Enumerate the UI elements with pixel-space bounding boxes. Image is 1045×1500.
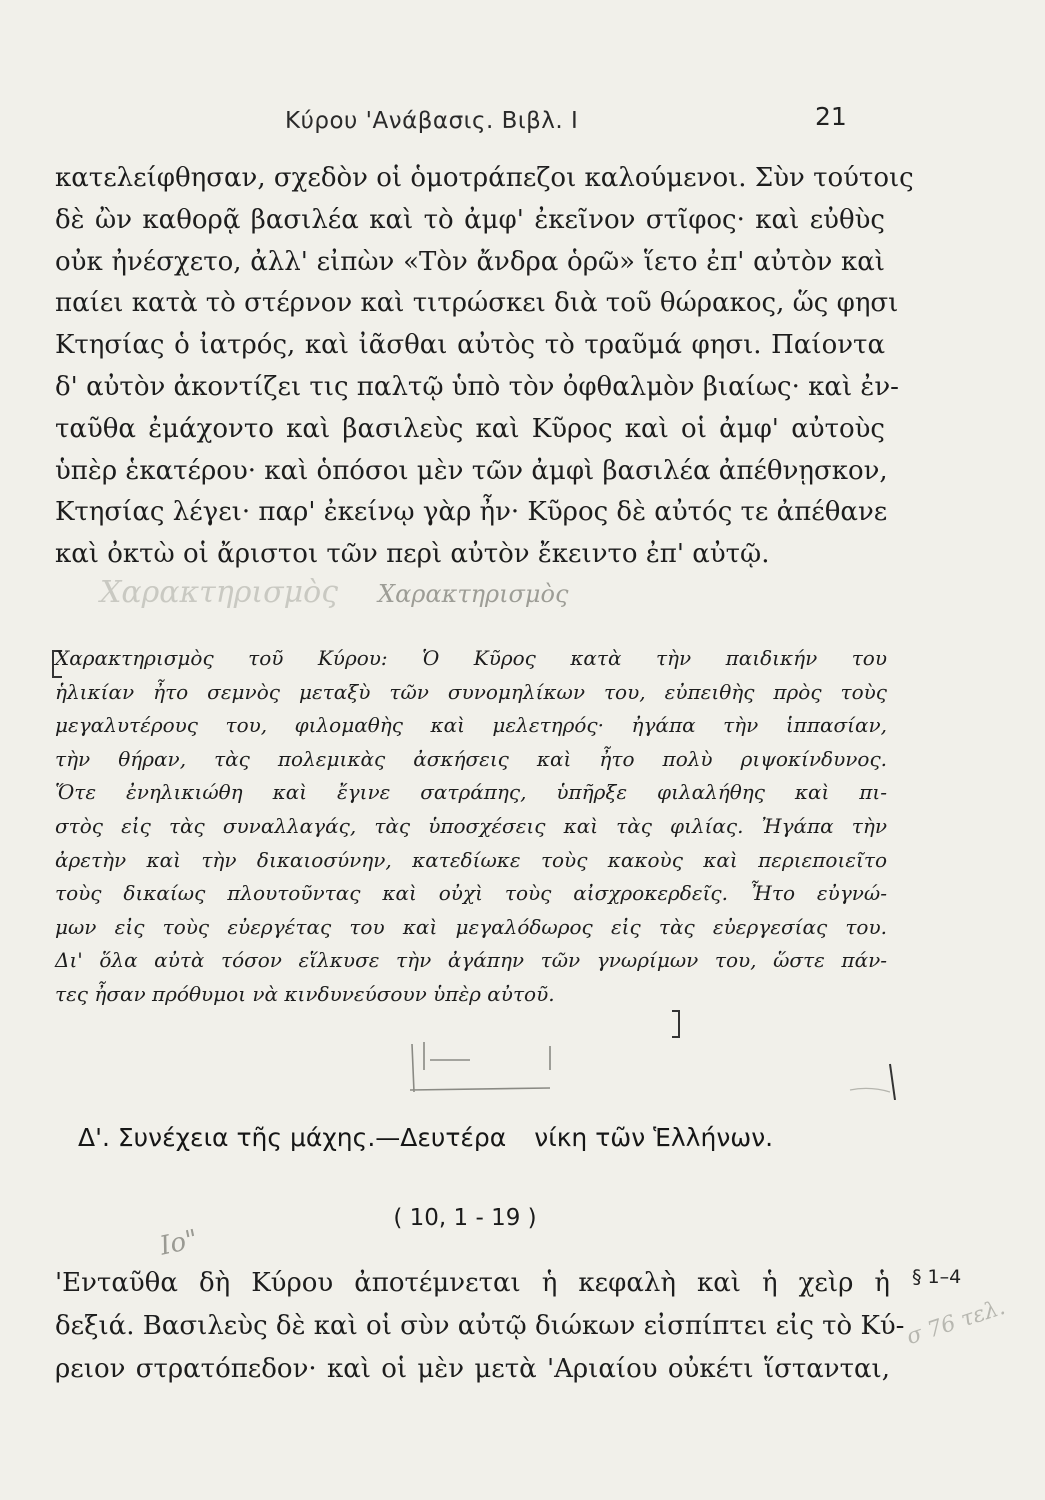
commentary-line: τες ἦσαν πρόθυμοι νὰ κινδυνεύσουν ὑπὲρ αὐτοῦ.	[55, 981, 555, 1006]
section-heading	[78, 1123, 878, 1152]
pencil-annotation: Χαρακτηρισμὸς	[100, 575, 338, 610]
body-line: ταῦθα ἐμάχοντο καὶ βασιλεὺς καὶ Κῦρος καὶ οἱ ἀμφ' αὐτοὺς	[55, 413, 885, 444]
body-line: Κτησίας ὁ ἰατρός, καὶ ἰᾶσθαι αὐτὸς τὸ τραῦμά φησι. Παίοντα	[55, 330, 885, 361]
body-line: ὑπὲρ ἑκατέρου· καὶ ὁπόσοι μὲν τῶν ἀμφὶ βασιλέα ἀπέθνῃσκον,	[55, 455, 888, 486]
commentary-line: τοὺς δικαίως πλουτοῦντας καὶ οὐχὶ τοὺς αἰσχροκερδεῖς. Ἦτο εὐγνώ-	[55, 881, 887, 906]
body-line: παίει κατὰ τὸ στέρνον καὶ τιτρώσκει διὰ τοῦ θώρακος, ὥς φησι	[55, 288, 899, 319]
commentary-line: Ὅτε ἐνηλικιώθη καὶ ἔγινε σατράπης, ὑπῆρξε φιλαλήθης καὶ πι-	[55, 780, 887, 805]
body-line: Κτησίας λέγει· παρ' ἐκείνῳ γὰρ ἦν· Κῦρος δὲ αὐτός τε ἀπέθανε	[55, 497, 888, 528]
pencil-annotation: σ 76 τελ.	[903, 1294, 1009, 1351]
commentary-line: ἀρετὴν καὶ τὴν δικαιοσύνην, κατεδίωκε τοὺς κακοὺς καὶ περιεποιεῖτο	[55, 847, 887, 872]
section-line: δεξιά. Βασιλεὺς δὲ καὶ οἱ σὺν αὐτῷ διώκων εἰσπίπτει εἰς τὸ Κύ-	[55, 1311, 905, 1341]
section-number: Δ'.	[78, 1123, 110, 1152]
commentary-line: μων εἰς τοὺς εὐεργέτας του καὶ μεγαλόδωρος εἰς τὰς εὐεργεσίας του.	[55, 914, 887, 939]
margin-reference: § 1–4	[912, 1266, 962, 1288]
running-head	[0, 96, 1045, 146]
commentary-paragraph	[55, 642, 887, 1012]
pencil-sketch	[400, 1030, 920, 1100]
commentary-line: μεγαλυτέρους του, φιλομαθὴς καὶ μελετηρός· ἠγάπα τὴν ἱππασίαν,	[55, 713, 887, 738]
body-line: δὲ ὢν καθορᾷ βασιλέα καὶ τὸ ἀμφ' ἐκεῖνον στῖφος· καὶ εὐθὺς	[55, 204, 885, 235]
section-title-right: νίκη τῶν Ἑλλήνων.	[534, 1123, 774, 1152]
section-title-left: Συνέχεια τῆς μάχης.—Δευτέρα	[117, 1123, 507, 1152]
section-line: 'Ενταῦθα δὴ Κύρου ἀποτέμνεται ἡ κεφαλὴ καὶ ἡ χεὶρ ἡ	[55, 1268, 890, 1298]
section-reference: ( 10, 1 - 19 )	[393, 1205, 537, 1231]
commentary-line: στὸς εἰς τὰς συναλλαγάς, τὰς ὑποσχέσεις καὶ τὰς φιλίας. Ἠγάπα τὴν	[55, 813, 887, 838]
commentary-line: ἡλικίαν ἦτο σεμνὸς μεταξὺ τῶν συνομηλίκων του, εὐπειθὴς πρὸς τοὺς	[55, 679, 887, 704]
commentary-line: Δι' ὅλα αὐτὰ τόσον εἵλκυσε τὴν ἀγάπην τῶν γνωρίμων του, ὥστε πάν-	[55, 948, 887, 973]
page-number: 21	[815, 102, 847, 131]
body-line: δ' αὐτὸν ἀκοντίζει τις παλτῷ ὑπὸ τὸν ὀφθαλμὸν βιαίως· καὶ ἐν-	[55, 371, 899, 402]
section-paragraph	[55, 1262, 905, 1391]
body-line: καὶ ὀκτὼ οἱ ἄριστοι τῶν περὶ αὐτὸν ἔκειντο ἐπ' αὐτῷ.	[55, 539, 770, 570]
body-line: κατελείφθησαν, σχεδὸν οἱ ὁμοτράπεζοι καλούμενοι. Σὺν τούτοις	[55, 163, 914, 193]
pencil-annotation: Ιο"	[157, 1224, 201, 1262]
commentary-line: Χαρακτηρισμὸς τοῦ Κύρου: Ὁ Κῦρος κατὰ τὴν παιδικήν του	[55, 646, 887, 670]
section-line: ρειον στρατόπεδον· καὶ οἱ μὲν μετὰ 'Αριαίου οὐκέτι ἵστανται,	[55, 1354, 890, 1384]
running-title: Κύρου 'Ανάβασις. Βιβλ. Ι	[285, 108, 579, 134]
pencil-annotation: Χαρακτηρισμὸς	[378, 580, 569, 608]
main-paragraph	[55, 158, 914, 576]
commentary-line: τὴν θήραν, τὰς πολεμικὰς ἀσκήσεις καὶ ἦτο πολὺ ριψοκίνδυνος.	[55, 746, 887, 771]
body-line: οὐκ ἠνέσχετο, ἀλλ' εἰπὼν «Τὸν ἄνδρα ὁρῶ» ἵετο ἐπ' αὐτὸν καὶ	[55, 246, 885, 277]
